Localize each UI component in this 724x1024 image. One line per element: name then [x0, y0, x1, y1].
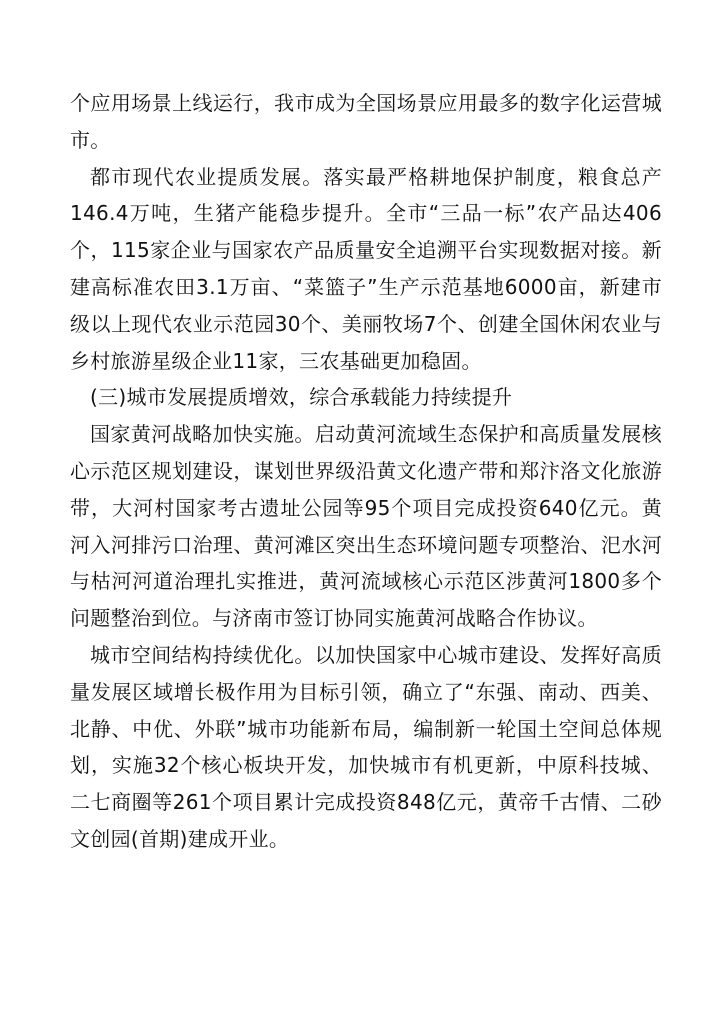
paragraph-yellow-river: 国家黄河战略加快实施。启动黄河流域生态保护和高质量发展核心示范区规划建设，谋划世界级沿黄文化遗产带和郑汴洛文化旅游带，大河村国家考古遗址公园等95个项目完成投资640亿元。黄河入河排污口治理、黄河滩区突出生态环境问题专项整治、汜水河与枯河河道治理扎实推进，黄河流域核心示范区涉黄河1800多个问题整治到位。与济南市签订协同实施黄河战略合作协议。 — [70, 422, 662, 631]
paragraph-agriculture: 都市现代农业提质发展。落实最严格耕地保护制度，粮食总产146.4万吨，生猪产能稳步提升。全市“三品一标”农产品达406个，115家企业与国家农产品质量安全追溯平台实现数据对接。新建高标准农田3.1万亩、“菜篮子”生产示范基地6000亩，新建市级以上现代农业示范园30个、美丽牧场7个、创建全国休闲农业与乡村旅游星级企业11家，三农基础更加稳固。 — [70, 164, 662, 373]
section-heading: (三)城市发展提质增效，综合承载能力持续提升 — [90, 385, 513, 410]
document-body — [70, 85, 662, 858]
paragraph-continuation: 个应用场景上线运行，我市成为全国场景应用最多的数字化运营城市。 — [70, 91, 662, 152]
paragraph-urban-structure: 城市空间结构持续优化。以加快国家中心城市建设、发挥好高质量发展区域增长极作用为目标引领，确立了“东强、南动、西美、北静、中优、外联”城市功能新布局，编制新一轮国土空间总体规划，实施32个核心板块开发，加快城市有机更新，中原科技城、二七商圈等261个项目累计完成投资848亿元，黄帝千古情、二砂文创园(首期)建成开业。 — [70, 642, 662, 851]
